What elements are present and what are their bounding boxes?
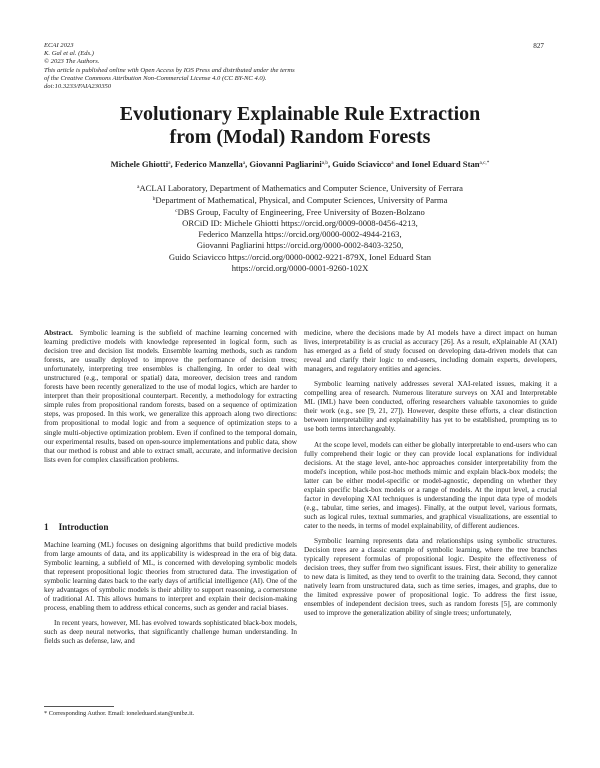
orcid-line: https://orcid.org/0000-0001-9260-102X [231, 262, 369, 273]
affiliation-text: Department of Mathematical, Physical, and Computer Sciences, University of Parma [155, 195, 448, 206]
author-affiliation-mark: a [168, 160, 171, 166]
meta-line: ECAI 2023 [44, 42, 74, 49]
paragraph: Machine learning (ML) focuses on designing algorithms that build predictive models from large amounts of data, and its applicability is widespread in the era of big data. Symbolic learning, a subfield of ML, is concerned with developing symbolic models that represent propositional logic theories from structured data. The investigation of symbolic learning dates back to the early days of artificial intelligence (AI). One of the key advantages of symbolic models is their ability to support reasoning, a cornerstone of traditional AI. This allows humans to interpret and explain their decision-making process, enabling them to address ethical concerns, such as gender and racial biases. [44, 541, 297, 613]
affiliation-mark: b [152, 196, 156, 203]
abstract-label: Abstract. [44, 329, 73, 337]
author-name: Michele Ghiotti [110, 159, 169, 169]
author-affiliation-mark: a,b [321, 160, 328, 166]
doi-line: doi:10.3233/FAIA230350 [44, 83, 112, 91]
author-name: Giovanni Pagliarini [249, 159, 322, 169]
abstract-text: Symbolic learning is the subfield of machine learning concerned with learning predictive models with knowledge represented in logical form, such as decision tree and decision list models. Ensemble learning methods, such as random forests, are usually deployed to improve the performance of decision trees; unfortunately, interpreting tree ensembles is challenging. In order to deal with unstructured (e.g., temporal or spatial) data, moreover, decision trees and random forests have been recently generalized to the use of modal logics, which are harder to interpret than their propositional counterpart. Recently, a methodology for extracting simple rules from propositional random forests, based on a sequence of optimization steps, was proposed. In this work, we generalize this approach along two directions: from propositional to modal logic and from a sequence of optimization steps to a single multi-objective optimization problem. Even if confined to the temporal domain, our experimental results, based on open-source implementations and public data, show that our method is robust and able to extract small, accurate, and informative decision lists even for complex classification problems. [44, 329, 297, 464]
author-separator: , [327, 159, 333, 169]
affiliation-text: ACLAI Laboratory, Department of Mathematics and Computer Science, University of Ferrara [139, 183, 463, 193]
author-separator: , [170, 159, 175, 169]
author-name: Federico Manzella [174, 159, 243, 169]
affiliation-line [0, 194, 600, 206]
right-column [304, 329, 557, 624]
affiliation-text: DBS Group, Faculty of Engineering, Free University of Bozen-Bolzano [177, 207, 425, 218]
affiliations [0, 182, 600, 274]
affiliation-line [0, 182, 600, 194]
orcid-line: Giovanni Pagliarini https://orcid.org/0000-0002-8403-3250, [196, 240, 404, 251]
author-separator: , [245, 159, 250, 169]
author-name: Guido Sciavicco [332, 159, 392, 169]
author-affiliation-mark: a [242, 160, 246, 166]
abstract [44, 329, 297, 465]
paper-title [0, 103, 600, 148]
orcid-line: ORCiD ID: Michele Ghiotti https://orcid.org/0009-0008-0456-4213, [182, 218, 418, 229]
footnote: * Corresponding Author. Email: ioneleduard.stan@unibz.it. [44, 710, 195, 717]
section-title: Introduction [58, 522, 109, 532]
section-number: 1 [44, 522, 49, 532]
orcid-line: Federico Manzella https://orcid.org/0000-0002-4944-2163, [198, 229, 402, 240]
orcid-line: Guido Sciavicco https://orcid.org/0000-0002-9221-879X, Ionel Eduard Stan [168, 251, 432, 262]
paragraph: Symbolic learning represents data and relationships using symbolic structures. Decision trees are a classic example of symbolic learning, where the tree branches typically represent formulas of propositional logic. Despite the effectiveness of decision trees, they suffer from two significant issues. First, their ability to generalize to new data is limited, as they tend to overfit to the training data. Second, they cannot natively learn from unstructured data, such as time series, images, and graphs, due to the limited expressive power of propositional logic. To address the first issue, ensembles of independent decision trees, such as random forests [5], are commonly used to improve the generalization ability of single trees; unfortunately, [304, 536, 557, 618]
section-heading [44, 522, 108, 532]
affiliation-mark: c [175, 208, 178, 215]
page-number: 827 [533, 42, 544, 50]
title-line: Evolutionary Explainable Rule Extraction [119, 103, 481, 125]
meta-line: © 2023 The Authors. [44, 58, 100, 66]
paragraph: At the scope level, models can either be globally interpretable to end-users who can fully comprehend their logic or they can provide local explanations for individual decisions. At the stage level, ante-hoc approaches consider interpretability from the model's inception, while post-hoc methods mimic and explain black-box models; the latter can be either model-specific or model-agnostic, depending on whether they explain specific black-box models or a range of models. At the input level, a crucial factor in developing XAI techniques is understanding the input data type of models (e.g., tabular, time series, and images). Finally, at the output level, various formats, such as logical rules, textual summaries, and graphical visualizations, are essential to cater to the needs, in terms of model explainability, of different audiences. [304, 440, 557, 530]
title-line: from (Modal) Random Forests [169, 125, 431, 148]
meta-line: This article is published online with Open Access by IOS Press and distributed under the terms [44, 66, 295, 74]
affiliation-line [0, 206, 600, 218]
author-separator: and [393, 159, 412, 169]
author-affiliation-mark: a,c,* [479, 160, 490, 166]
publication-meta [44, 42, 464, 91]
author-name: Ionel Eduard Stan [411, 159, 480, 169]
intro-left-column [44, 541, 297, 647]
meta-line: K. Gal et al. (Eds.) [44, 50, 94, 58]
affiliation-mark: a [137, 184, 140, 190]
author-affiliation-mark: a [391, 160, 394, 166]
paragraph: In recent years, however, ML has evolved towards sophisticated black-box models, such as deep neural networks, that significantly challenge human understanding. In fields such as defense, law, and [44, 619, 297, 646]
author-list [0, 159, 600, 169]
paragraph: medicine, where the decisions made by AI models have a direct impact on human lives, interpretability is as crucial as accuracy [26]. As a result, eXplainable AI (XAI) has emerged as a field of study focused on developing data-driven models that can reveal and clarify their logic to end-users, including domain experts, developers, managers, and regulatory entities and agencies. [304, 329, 557, 374]
meta-line: of the Creative Commons Attribution Non-Commercial License 4.0 (CC BY-NC 4.0). [44, 74, 267, 82]
footnote-rule [44, 706, 114, 707]
paragraph: Symbolic learning natively addresses several XAI-related issues, making it a compelling area of research. Numerous literature surveys on XAI and Interpretable ML (IML) have been conducted, offering researchers valuable taxonomies to guide their work (e.g., see [9, 21, 27]). However, despite these efforts, a clear distinction between interpretability and explainability has yet to be established, prompting us to use both terms interchangeably. [304, 380, 557, 434]
